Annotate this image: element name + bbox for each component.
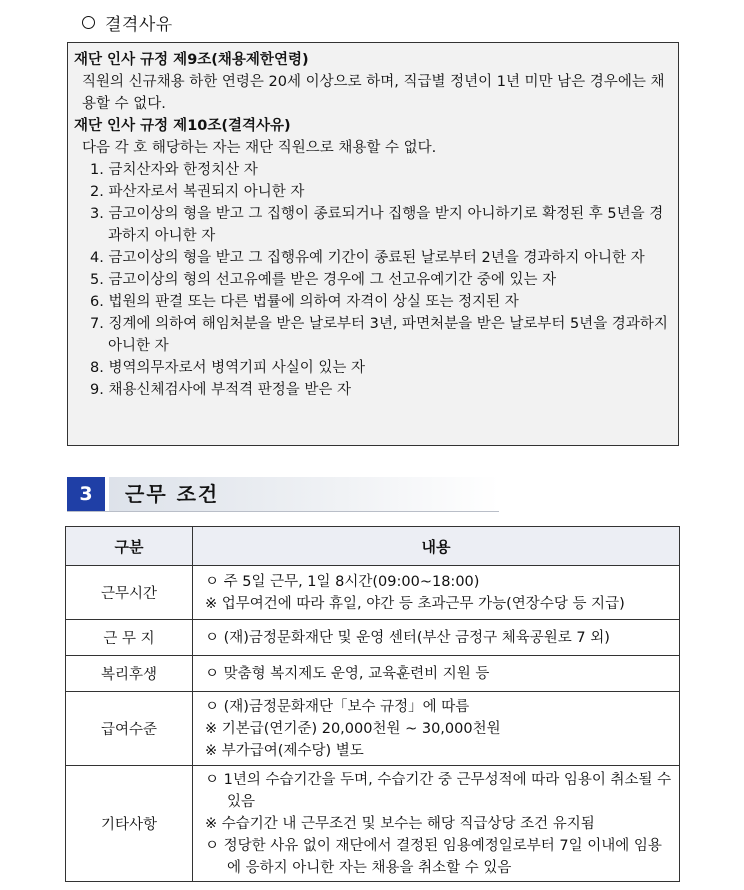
disqualification-item: 9. 채용신체검사에 부적격 판정을 받은 자 xyxy=(90,382,351,398)
table-row xyxy=(66,766,680,882)
rules-box xyxy=(67,42,679,446)
disqualification-item: 6. 법원의 판결 또는 다른 법률에 의하여 자격이 상실 또는 정지된 자 xyxy=(90,294,519,310)
row-content xyxy=(193,692,680,766)
content-line: ※ 기본급(연기준) 20,000천원 ~ 30,000천원 xyxy=(205,720,501,737)
content-line: ㅇ 맞춤형 복지제도 운영, 교육훈련비 지원 등 xyxy=(205,665,490,682)
disqualification-item: 7. 징계에 의하여 해임처분을 받은 날로부터 3년, 파면처분을 받은 날로부터 5년을 경과하지 아니한 자 xyxy=(90,316,668,354)
row-label: 급여수준 xyxy=(66,692,193,766)
table-row xyxy=(66,692,680,766)
content-line: ㅇ 주 5일 근무, 1일 8시간(09:00~18:00) xyxy=(205,573,480,590)
content-line: ㅇ 1년의 수습기간을 두며, 수습기간 중 근무성적에 따라 임용이 취소될 수 있음 xyxy=(205,771,672,810)
section-header xyxy=(67,477,499,511)
disqualification-item: 1. 금치산자와 한정치산 자 xyxy=(90,162,258,178)
row-content xyxy=(193,620,680,656)
article10-title: 재단 인사 규정 제10조(결격사유) xyxy=(74,118,291,134)
row-content xyxy=(193,656,680,692)
header-content: 내용 xyxy=(193,527,680,566)
row-content xyxy=(193,766,680,882)
table-header-row xyxy=(66,527,680,566)
table-row xyxy=(66,656,680,692)
disqualification-item: 8. 병역의무자로서 병역기피 사실이 있는 자 xyxy=(90,360,365,376)
section-underline xyxy=(67,511,499,512)
content-line: ㅇ 정당한 사유 없이 재단에서 결정된 임용예정일로부터 7일 이내에 임용에 응하지 아니한 자는 채용을 취소할 수 있음 xyxy=(205,837,662,876)
disqualification-item: 2. 파산자로서 복권되지 아니한 자 xyxy=(90,184,305,200)
disqualification-item: 3. 금고이상의 형을 받고 그 집행이 종료되거나 집행을 받지 아니하기로 확정된 후 5년을 경과하지 아니한 자 xyxy=(90,206,664,244)
content-line: ※ 업무여건에 따라 휴일, 야간 등 초과근무 가능(연장수당 등 지급) xyxy=(205,595,625,612)
row-content xyxy=(193,566,680,620)
disqualification-item: 5. 금고이상의 형의 선고유예를 받은 경우에 그 선고유예기간 중에 있는 자 xyxy=(90,272,557,288)
content-line: ※ 수습기간 내 근무조건 및 보수는 해당 직급상당 조건 유지됨 xyxy=(205,815,595,832)
section-number: 3 xyxy=(67,477,105,511)
content-line: ㅇ (재)금정문화재단 및 운영 센터(부산 금정구 체육공원로 7 외) xyxy=(205,629,610,646)
table-row xyxy=(66,620,680,656)
heading-title: 결격사유 xyxy=(105,15,173,35)
content-line: ※ 부가급여(제수당) 별도 xyxy=(205,742,364,759)
article10-intro: 다음 각 호 해당하는 자는 재단 직원으로 채용할 수 없다. xyxy=(82,140,437,156)
row-label: 근무시간 xyxy=(66,566,193,620)
circle-bullet-icon xyxy=(82,16,95,29)
row-label: 복리후생 xyxy=(66,656,193,692)
row-label: 기타사항 xyxy=(66,766,193,882)
article9-text: 직원의 신규채용 하한 연령은 20세 이상으로 하며, 직급별 정년이 1년 미만 남은 경우에는 채용할 수 없다. xyxy=(82,74,665,112)
section-heading xyxy=(82,10,173,35)
row-label: 근 무 지 xyxy=(66,620,193,656)
section-title: 근무 조건 xyxy=(125,482,220,506)
header-category: 구분 xyxy=(66,527,193,566)
article9-title: 재단 인사 규정 제9조(채용제한연령) xyxy=(74,52,309,68)
table-row xyxy=(66,566,680,620)
content-line: ㅇ (재)금정문화재단「보수 규정」에 따름 xyxy=(205,698,470,715)
disqualification-item: 4. 금고이상의 형을 받고 그 집행유예 기간이 종료된 날로부터 2년을 경과하지 아니한 자 xyxy=(90,250,645,266)
work-conditions-table xyxy=(65,526,680,882)
